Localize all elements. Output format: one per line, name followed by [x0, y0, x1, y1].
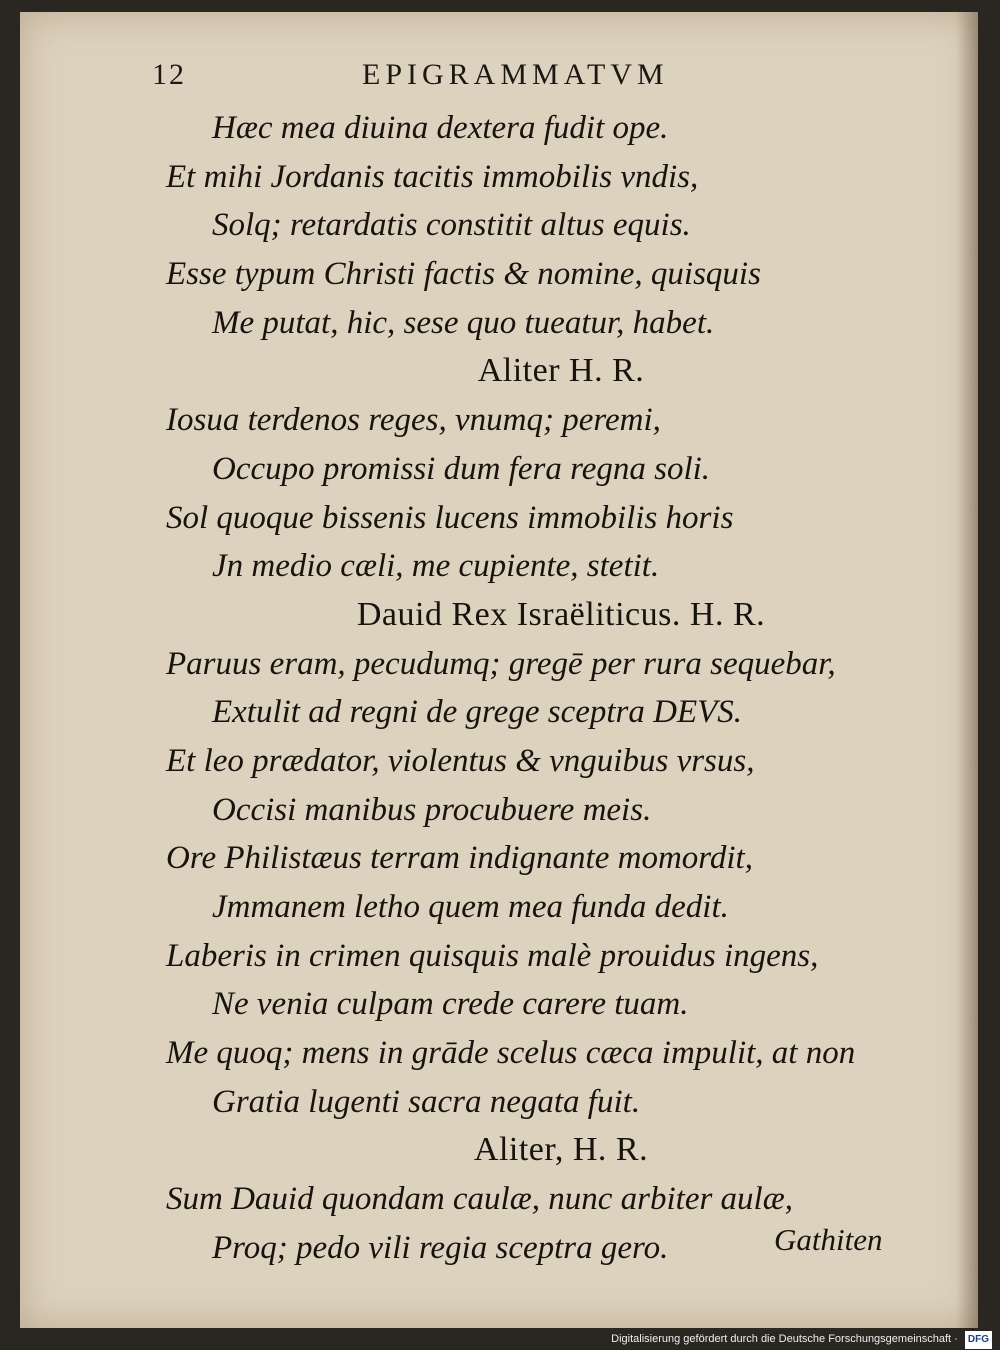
- verse-line: Hæc mea diuina dextera fudit ope.: [212, 110, 669, 146]
- verse-line: Paruus eram, pecudumq; gregē per rura sequebar,: [166, 645, 836, 682]
- verse-line: Extulit ad regni de grege sceptra DEVS.: [212, 694, 743, 731]
- page-number: 12: [152, 58, 186, 91]
- verse-line: Ne venia culpam crede carere tuam.: [212, 986, 689, 1023]
- running-title: EPIGRAMMATVM: [362, 58, 669, 91]
- footer-credit: Digitalisierung gefördert durch die Deutsche Forschungsgemeinschaft ·: [611, 1333, 958, 1345]
- verse-line: Gratia lugenti sacra negata fuit.: [212, 1083, 641, 1120]
- verse-line: Jn medio cæli, me cupiente, stetit.: [212, 548, 660, 585]
- verse-line: Et leo prædator, violentus & vnguibus vrsus,: [166, 742, 755, 779]
- section-heading: Aliter, H. R.: [473, 1131, 649, 1169]
- dfg-logo: DFG: [965, 1331, 992, 1349]
- verse-line: Laberis in crimen quisquis malè prouidus ingens,: [166, 937, 819, 974]
- digitization-footer: [611, 1330, 992, 1348]
- verse-line: Proq; pedo vili regia sceptra gero.: [212, 1229, 669, 1266]
- verse-text-block: [166, 104, 956, 1273]
- verse-line: Me putat, hic, sese quo tueatur, habet.: [212, 304, 715, 341]
- verse-line: Occisi manibus procubuere meis.: [212, 791, 652, 828]
- catchword: Gathiten: [774, 1222, 883, 1257]
- verse-line: Me quoq; mens in grāde scelus cæca impulit, at non: [166, 1035, 856, 1072]
- page-spine-shadow: [956, 12, 978, 1328]
- verse-line: Iosua terdenos reges, vnumq; peremi,: [166, 402, 661, 439]
- verse-line: Sol quoque bissenis lucens immobilis horis: [166, 499, 734, 536]
- verse-line: Esse typum Christi factis & nomine, quisquis: [166, 256, 761, 293]
- verse-line: Solq; retardatis constitit altus equis.: [212, 207, 691, 244]
- section-heading: Dauid Rex Israëliticus. H. R.: [356, 595, 766, 633]
- verse-line: Jmmanem letho quem mea funda dedit.: [212, 889, 729, 925]
- section-heading: Aliter H. R.: [477, 352, 645, 390]
- verse-line: Et mihi Jordanis tacitis immobilis vndis,: [166, 158, 699, 195]
- page-header: [152, 58, 912, 102]
- verse-line: Ore Philistæus terram indignante momordit,: [166, 840, 753, 877]
- verse-line: Sum Dauid quondam caulæ, nunc arbiter aulæ,: [166, 1181, 793, 1218]
- verse-line: Occupo promissi dum fera regna soli.: [212, 450, 711, 487]
